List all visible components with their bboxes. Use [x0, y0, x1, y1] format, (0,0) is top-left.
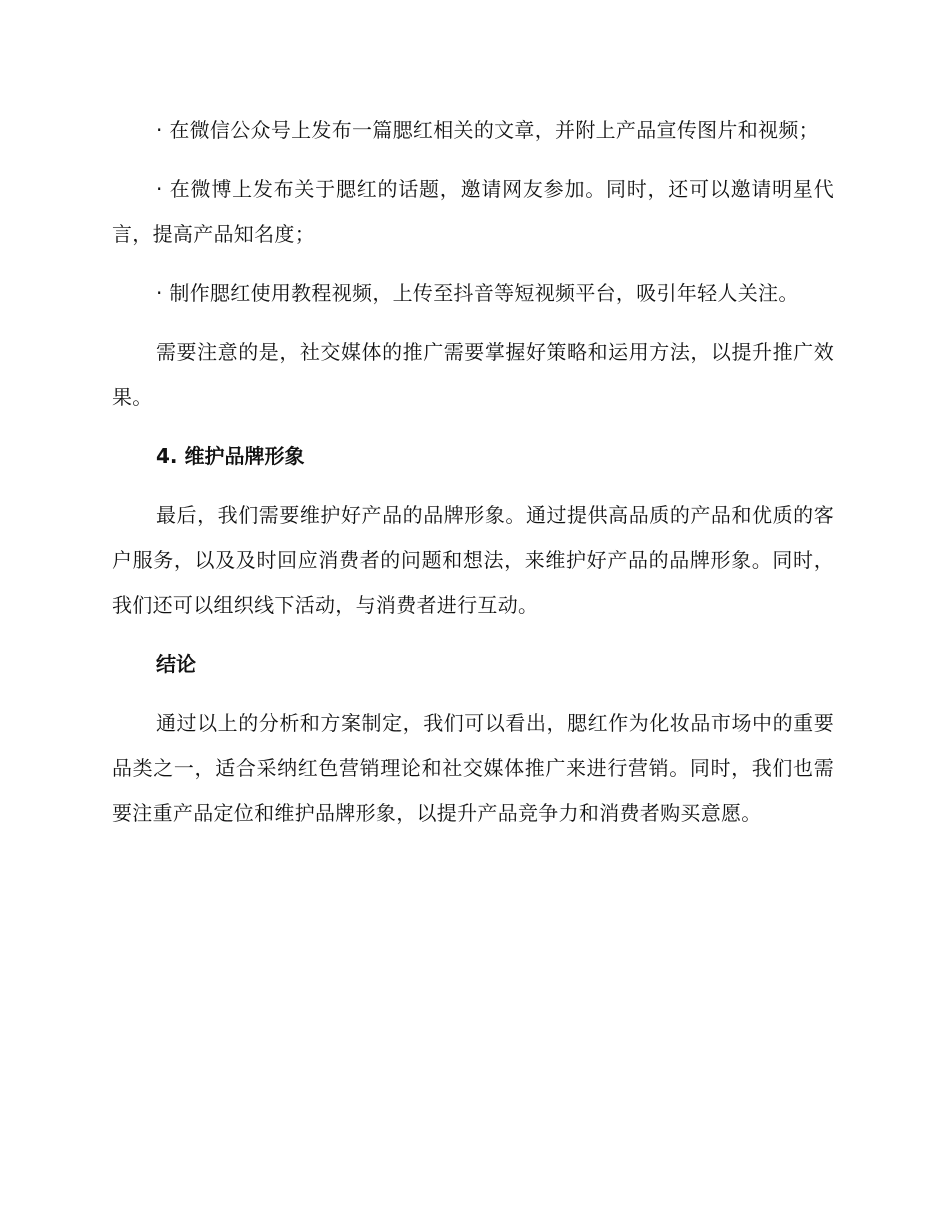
note-paragraph: 需要注意的是，社交媒体的推广需要掌握好策略和运用方法，以提升推广效果。: [112, 340, 834, 409]
section-body-brand: 最后，我们需要维护好产品的品牌形象。通过提供高品质的产品和优质的客户服务，以及及时回应消费者的问题和想法，来维护好产品的品牌形象。同时，我们还可以组织线下活动，与消费者进行互动。: [112, 503, 834, 617]
bullet-video: · 制作腮红使用教程视频，上传至抖音等短视频平台，吸引年轻人关注。: [156, 281, 799, 305]
bullet-weibo: · 在微博上发布关于腮红的话题，邀请网友参加。同时，还可以邀请明星代言，提高产品知名度；: [112, 177, 834, 246]
section-heading-brand: 4. 维护品牌形象: [156, 444, 305, 468]
bullet-wechat: · 在微信公众号上发布一篇腮红相关的文章，并附上产品宣传图片和视频；: [156, 118, 819, 142]
conclusion-heading: 结论: [156, 652, 196, 676]
conclusion-body: 通过以上的分析和方案制定，我们可以看出，腮红作为化妆品市场中的重要品类之一，适合采纳红色营销理论和社交媒体推广来进行营销。同时，我们也需要注重产品定位和维护品牌形象，以提升产品竞争力和消费者购买意愿。: [112, 711, 834, 825]
document-body: [112, 108, 834, 850]
